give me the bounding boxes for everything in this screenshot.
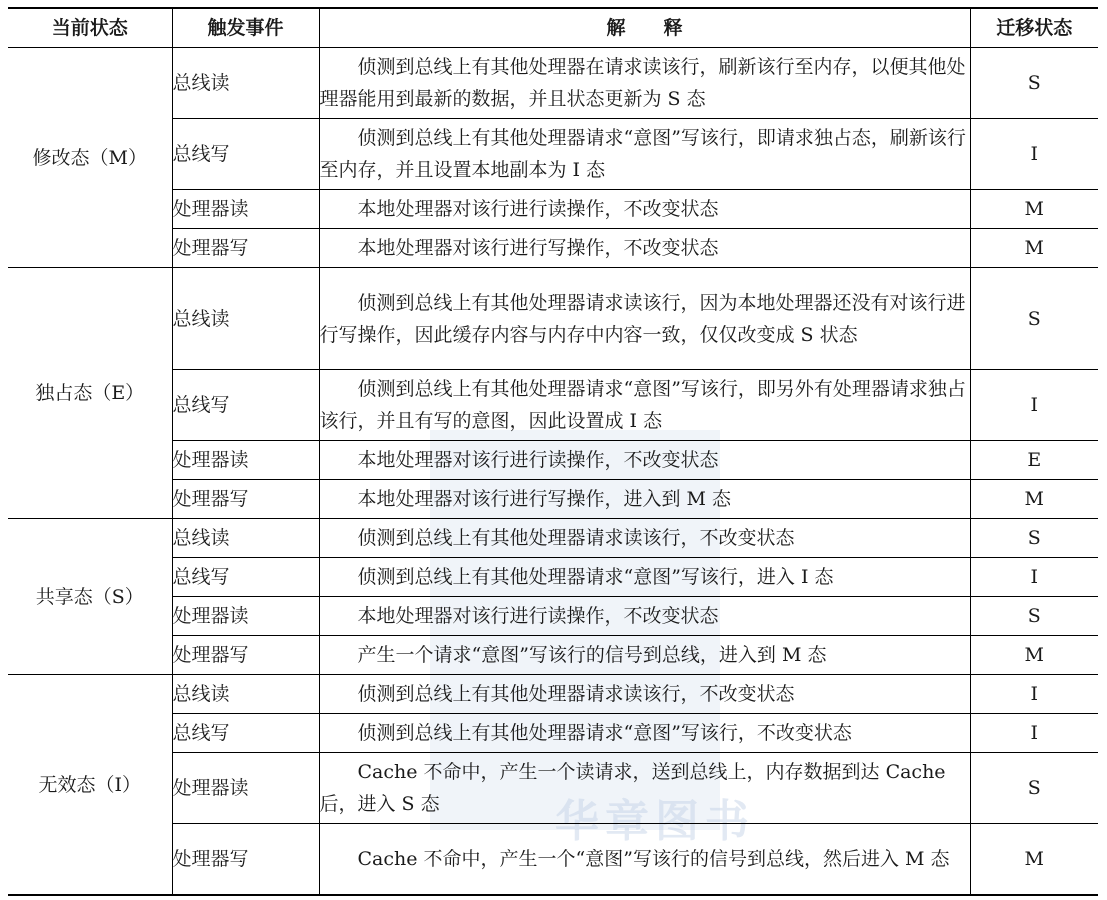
event-cell: 处理器写: [172, 480, 319, 519]
event-cell: 处理器读: [172, 441, 319, 480]
header-row: [8, 8, 1098, 48]
next-state-cell: I: [970, 119, 1098, 190]
state-cell: 共享态（S）: [8, 519, 172, 675]
event-cell: 总线写: [172, 714, 319, 753]
next-state-cell: I: [970, 675, 1098, 714]
description-cell: 侦测到总线上有其他处理器请求“意图”写该行，即请求独占态，刷新该行至内存，并且设置本地副本为 I 态: [319, 119, 970, 190]
event-cell: 处理器读: [172, 753, 319, 824]
header-next-state: 迁移状态: [970, 8, 1098, 48]
description-cell: Cache 不命中，产生一个“意图”写该行的信号到总线，然后进入 M 态: [319, 824, 970, 896]
table-row: [8, 119, 1098, 190]
event-cell: 总线读: [172, 268, 319, 370]
next-state-cell: S: [970, 48, 1098, 119]
state-cell: 无效态（I）: [8, 675, 172, 896]
description-cell: 本地处理器对该行进行读操作，不改变状态: [319, 190, 970, 229]
state-cell: 独占态（E）: [8, 268, 172, 519]
next-state-cell: S: [970, 268, 1098, 370]
table-row: [8, 597, 1098, 636]
description-cell: 侦测到总线上有其他处理器请求“意图”写该行，不改变状态: [319, 714, 970, 753]
description-cell: 侦测到总线上有其他处理器请求读该行，不改变状态: [319, 519, 970, 558]
event-cell: 总线读: [172, 48, 319, 119]
event-cell: 总线写: [172, 370, 319, 441]
next-state-cell: M: [970, 636, 1098, 675]
description-cell: 侦测到总线上有其他处理器请求“意图”写该行，进入 I 态: [319, 558, 970, 597]
table-row: [8, 229, 1098, 268]
event-cell: 总线读: [172, 519, 319, 558]
description-cell: 本地处理器对该行进行读操作，不改变状态: [319, 441, 970, 480]
table-row: [8, 268, 1098, 370]
next-state-cell: I: [970, 714, 1098, 753]
description-cell: 本地处理器对该行进行写操作，进入到 M 态: [319, 480, 970, 519]
state-group-invalid: [8, 675, 1098, 896]
description-cell: 侦测到总线上有其他处理器请求“意图”写该行，即另外有处理器请求独占该行，并且有写的意图，因此设置成 I 态: [319, 370, 970, 441]
header-explanation: 解 释: [319, 8, 970, 48]
mesi-state-table: [8, 7, 1098, 896]
next-state-cell: M: [970, 480, 1098, 519]
next-state-cell: I: [970, 558, 1098, 597]
table-row: [8, 190, 1098, 229]
table-row: [8, 675, 1098, 714]
state-group-shared: [8, 519, 1098, 675]
table-row: [8, 714, 1098, 753]
table-row: [8, 441, 1098, 480]
description-cell: 侦测到总线上有其他处理器请求读该行，不改变状态: [319, 675, 970, 714]
event-cell: 处理器写: [172, 636, 319, 675]
event-cell: 总线写: [172, 119, 319, 190]
state-group-modified: [8, 48, 1098, 268]
next-state-cell: M: [1024, 848, 1044, 870]
description-cell: 侦测到总线上有其他处理器在请求读该行，刷新该行至内存，以便其他处理器能用到最新的数据，并且状态更新为 S 态: [319, 48, 970, 119]
table-row: [8, 824, 1098, 896]
next-state-cell: S: [970, 519, 1098, 558]
header-trigger-event: 触发事件: [172, 8, 319, 48]
state-group-exclusive: [8, 268, 1098, 519]
event-cell: 处理器读: [172, 190, 319, 229]
description-cell: Cache 不命中，产生一个读请求，送到总线上，内存数据到达 Cache 后，进入 S 态: [319, 753, 970, 824]
next-state-cell: S: [970, 753, 1098, 824]
table-row: [8, 558, 1098, 597]
table-row: [8, 519, 1098, 558]
table-row: [8, 753, 1098, 824]
state-cell: 修改态（M）: [8, 48, 172, 268]
next-state-cell: M: [970, 229, 1098, 268]
event-cell: 处理器写: [172, 229, 319, 268]
next-state-cell: E: [970, 441, 1098, 480]
description-cell: 本地处理器对该行进行写操作，不改变状态: [319, 229, 970, 268]
event-cell: 总线读: [172, 675, 319, 714]
table-row: [8, 480, 1098, 519]
header-current-state: 当前状态: [8, 8, 172, 48]
next-state-cell: S: [970, 597, 1098, 636]
event-cell: 处理器写: [172, 824, 319, 896]
table-row: [8, 636, 1098, 675]
table-row: [8, 370, 1098, 441]
next-state-cell: I: [970, 370, 1098, 441]
watermark-text: 华章图书: [555, 796, 755, 847]
description-cell: 本地处理器对该行进行读操作，不改变状态: [319, 597, 970, 636]
event-cell: 总线写: [172, 558, 319, 597]
description-cell: 产生一个请求“意图”写该行的信号到总线，进入到 M 态: [319, 636, 970, 675]
table-row: [8, 48, 1098, 119]
next-state-cell: M: [970, 190, 1098, 229]
event-cell: 处理器读: [172, 597, 319, 636]
description-cell: 侦测到总线上有其他处理器请求读该行，因为本地处理器还没有对该行进行写操作，因此缓存内容与内存中内容一致，仅仅改变成 S 状态: [319, 268, 970, 370]
